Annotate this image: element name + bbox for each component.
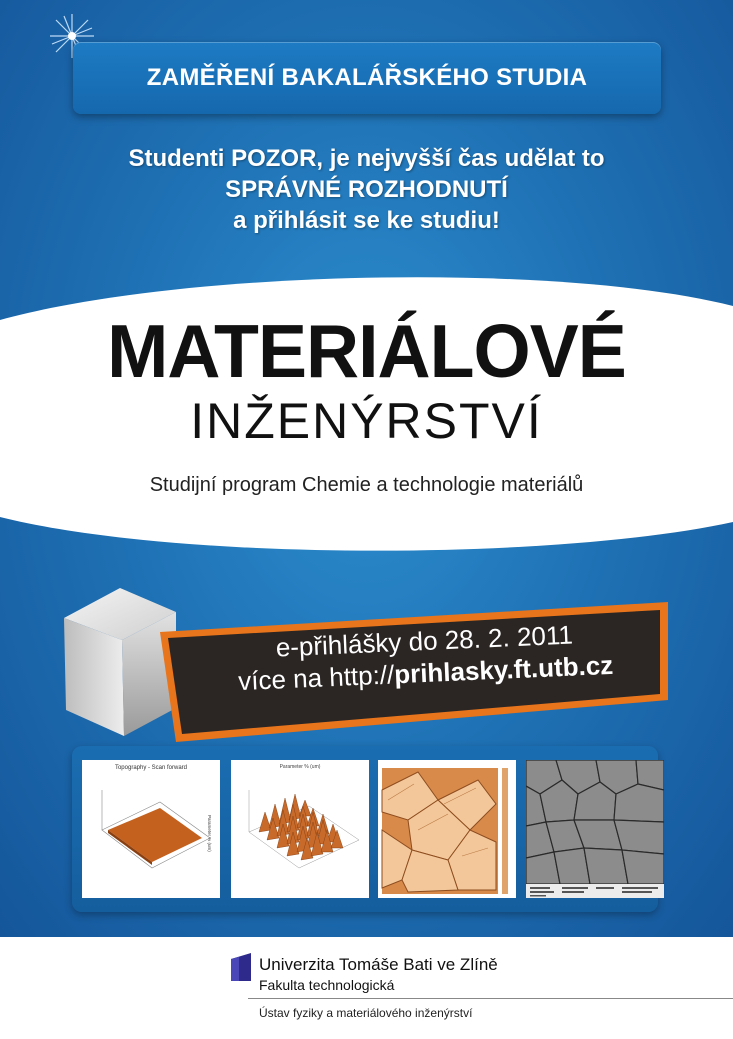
university-name: Univerzita Tomáše Bati ve Zlíně: [259, 955, 498, 974]
faculty-name: Fakulta technologická: [259, 977, 395, 993]
afm-flat-surface-image: [82, 760, 220, 898]
sem-grain-image: [526, 760, 664, 898]
header-title: ZAMĚŘENÍ BAKALÁŘSKÉHO STUDIA: [146, 64, 588, 91]
program-title-main: MATERIÁLOVÉ: [107, 309, 626, 393]
deadline-line: e-přihlášky do 28. 2. 2011: [275, 619, 574, 663]
afm-rough-surface-image: [231, 760, 369, 898]
thumb2-title: Parameter % (um): [279, 764, 321, 770]
call-line-1: Studenti POZOR, je nejvyšší čas udělat to: [128, 145, 605, 172]
footer-divider: [248, 998, 733, 999]
call-line-2: SPRÁVNÉ ROZHODNUTÍ: [225, 176, 508, 203]
header-box: [73, 42, 661, 114]
call-line-3: a přihlásit se ke studiu!: [233, 207, 500, 234]
website-prefix: více na http://: [237, 659, 395, 697]
university-logo-icon: [231, 953, 251, 981]
call-to-action: [0, 143, 733, 236]
website-link[interactable]: prihlasky.ft.utb.cz: [393, 649, 614, 690]
thumb1-title: Topography - Scan forward: [114, 765, 188, 771]
program-title-sub: INŽENÝRSTVÍ: [190, 393, 543, 449]
institute-name: Ústav fyziky a materiálového inženýrství: [259, 1006, 473, 1020]
thumb1-axis-label: Parameter % (um): [207, 815, 212, 852]
program-subtitle: Studijní program Chemie a technologie materiálů: [149, 474, 584, 496]
afm-crystal-surface-image: [378, 760, 516, 898]
